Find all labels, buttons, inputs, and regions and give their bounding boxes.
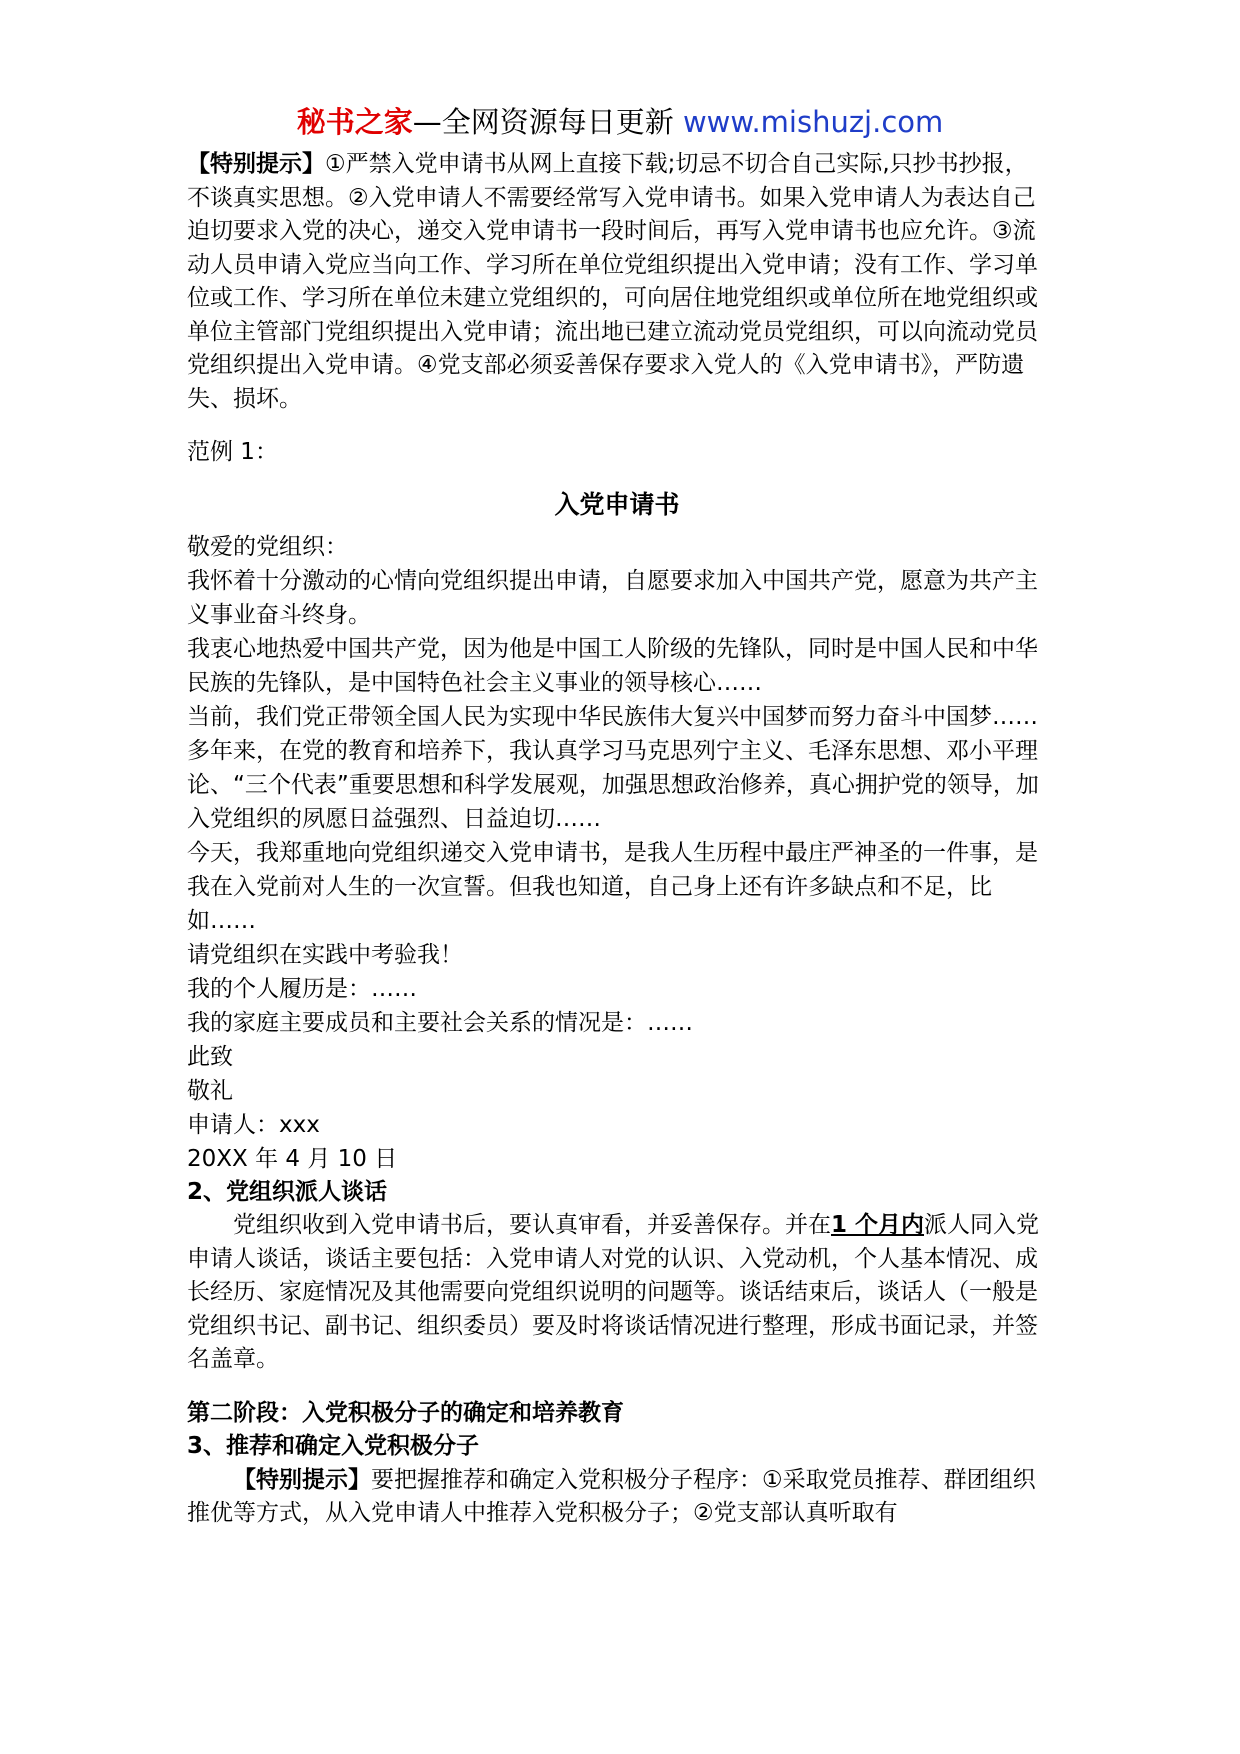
site-slogan: —全网资源每日更新 (412, 105, 674, 139)
letter-paragraph: 我的个人履历是：…… (187, 975, 417, 1002)
special-tips-label: 【特别提示】 (187, 151, 325, 177)
letter-paragraph: 我衷心地热爱中国共产党，因为他是中国工人阶级的先锋队，同时是中国人民和中华民族的先锋队，是中国特色社会主义事业的领导核心…… (187, 635, 1038, 696)
letter-title: 入党申请书 (554, 489, 680, 519)
special-tips-text: ①严禁入党申请书从网上直接下载;切忌不切合自己实际,只抄书抄报，不谈真实思想。②入党申请人不需要经常写入党申请书。如果入党申请人为表达自己迫切要求入党的决心，递交入党申请书一段时间后，再写入党申请书也应允许。③流动人员申请入党应当向工作、学习所在单位党组织提出入党申请；没有工作、学习单位或工作、学习所在单位未建立党组织的，可向居住地党组织或单位所在地党组织或单位主管部门党组织提出入党申请；流出地已建立流动党员党组织，可以向流动党员党组织提出入党申请。④党支部必须妥善保存要求入党人的《入党申请书》，严防遗失、损坏。 (187, 151, 1038, 412)
section-3-text: 要把握推荐和确定入党积极分子程序：①采取党员推荐、群团组织推优等方式，从入党申请人中推荐入党积极分子；②党支部认真听取有 (187, 1466, 1036, 1526)
letter-salute: 敬礼 (187, 1077, 233, 1104)
sample-label: 范例 1： (187, 439, 278, 465)
letter-paragraph: 敬爱的党组织： (187, 533, 348, 560)
site-url[interactable]: www.mishuzj.com (682, 105, 944, 139)
section-2-text-before: 党组织收到入党申请书后，要认真审看，并妥善保存。并在 (233, 1212, 831, 1238)
special-tips-paragraph (187, 148, 1047, 416)
section-2-heading: 2、党组织派人谈话 (187, 1178, 388, 1205)
letter-date: 20XX 年 4 月 10 日 (187, 1145, 398, 1172)
site-name: 秘书之家 (296, 105, 413, 139)
letter-paragraph: 请党组织在实践中考验我！ (187, 941, 463, 968)
letter-paragraph: 我怀着十分激动的心情向党组织提出申请，自愿要求加入中国共产党，愿意为共产主义事业奋斗终身。 (187, 567, 1038, 628)
letter-paragraph: 我的家庭主要成员和主要社会关系的情况是：…… (187, 1009, 693, 1036)
section-2-emphasis: 1 个月内 (831, 1212, 925, 1238)
sample-letter (187, 530, 1047, 1176)
section-2-paragraph (187, 1209, 1047, 1377)
letter-paragraph: 多年来，在党的教育和培养下，我认真学习马克思列宁主义、毛泽东思想、邓小平理论、“三个代表”重要思想和科学发展观，加强思想政治修养，真心拥护党的领导，加入党组织的夙愿日益强烈、日益迫切…… (187, 737, 1039, 832)
section-2-text-after: 派人同入党申请人谈话，谈话主要包括：入党申请人对党的认识、入党动机，个人基本情况、成长经历、家庭情况及其他需要向党组织说明的问题等。谈话结束后，谈话人（一般是党组织书记、副书记、组织委员）要及时将谈话情况进行整理，形成书面记录，并签名盖章。 (187, 1212, 1040, 1372)
document-body (187, 148, 1047, 1531)
letter-applicant: 申请人：xxx (187, 1111, 320, 1138)
section-3-heading: 3、推荐和确定入党积极分子 (187, 1433, 480, 1459)
letter-paragraph: 今天，我郑重地向党组织递交入党申请书，是我人生历程中最庄严神圣的一件事，是我在入党前对人生的一次宣誓。但我也知道，自己身上还有许多缺点和不足，比如…… (187, 839, 1038, 934)
letter-closing: 此致 (187, 1043, 233, 1070)
site-header (0, 102, 1240, 142)
letter-paragraph: 当前，我们党正带领全国人民为实现中华民族伟大复兴中国梦而努力奋斗中国梦…… (187, 703, 1038, 730)
section-3-tips-label: 【特别提示】 (233, 1466, 371, 1493)
section-3-paragraph (187, 1464, 1047, 1531)
stage-2-heading: 第二阶段：入党积极分子的确定和培养教育 (187, 1399, 624, 1426)
